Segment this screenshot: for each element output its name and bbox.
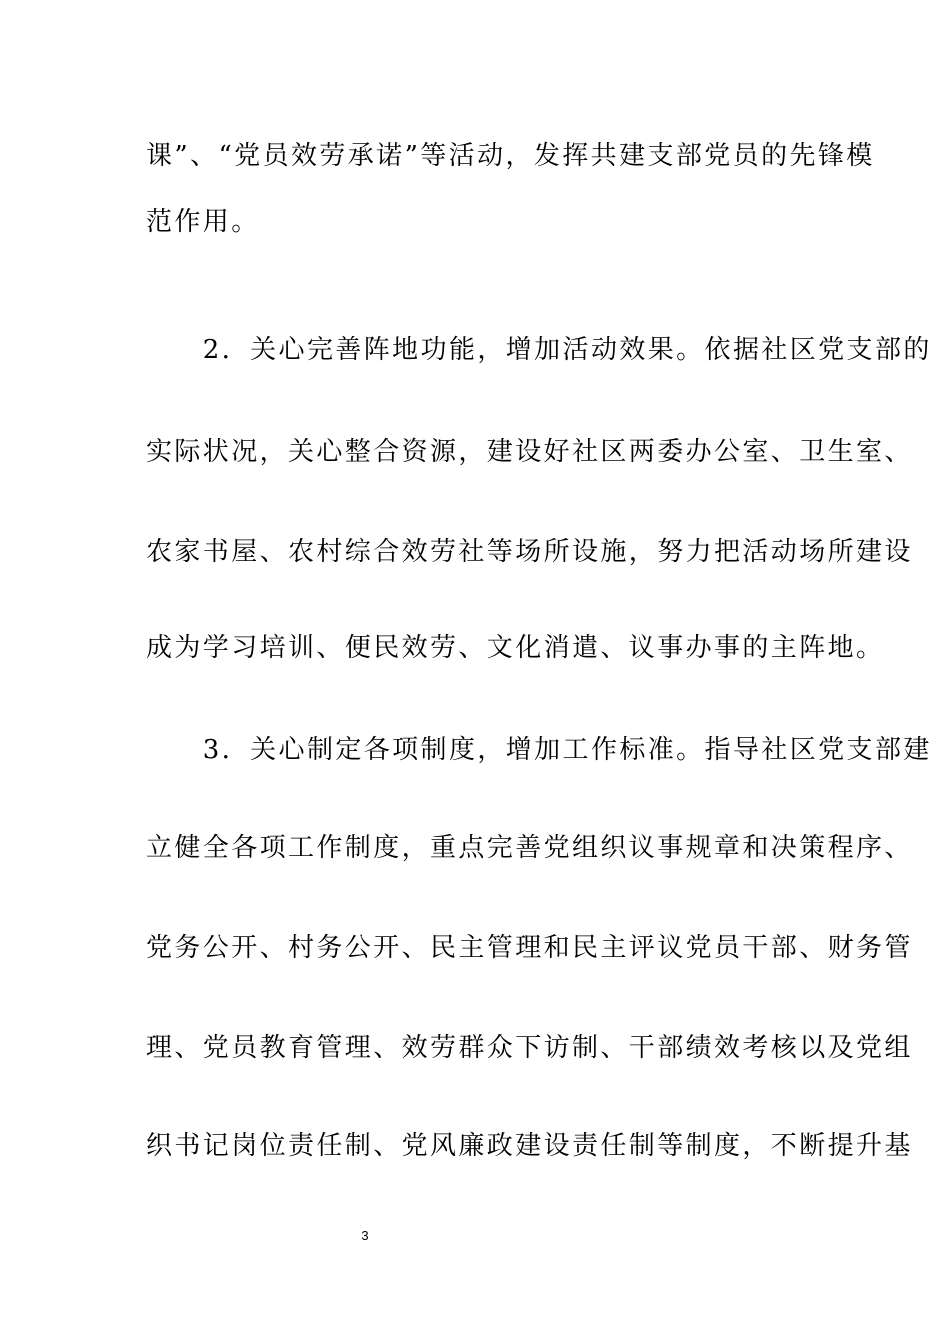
text-line-5: 农家书屋、农村综合效劳社等场所设施，努力把活动场所建设 — [146, 537, 913, 567]
text-line-1: 课”、“党员效劳承诺”等活动，发挥共建支部党员的先锋模 — [146, 141, 875, 171]
text-line-6: 成为学习培训、便民效劳、文化消遣、议事办事的主阵地。 — [146, 633, 885, 663]
text-line-2: 范作用。 — [146, 207, 260, 237]
text-line-4: 实际状况，关心整合资源，建设好社区两委办公室、卫生室、 — [146, 437, 913, 467]
text-line-7: 3．关心制定各项制度，增加工作标准。指导社区党支部建 — [146, 735, 932, 765]
text-line-10: 理、党员教育管理、效劳群众下访制、干部绩效考核以及党组 — [146, 1033, 913, 1063]
text-line-9: 党务公开、村务公开、民主管理和民主评议党员干部、财务管 — [146, 933, 913, 963]
page-number: 3 — [361, 1228, 369, 1243]
text-line-8: 立健全各项工作制度，重点完善党组织议事规章和决策程序、 — [146, 833, 913, 863]
text-line-11: 织书记岗位责任制、党风廉政建设责任制等制度，不断提升基 — [146, 1131, 913, 1161]
text-line-3: 2．关心完善阵地功能，增加活动效果。依据社区党支部的 — [146, 335, 932, 365]
